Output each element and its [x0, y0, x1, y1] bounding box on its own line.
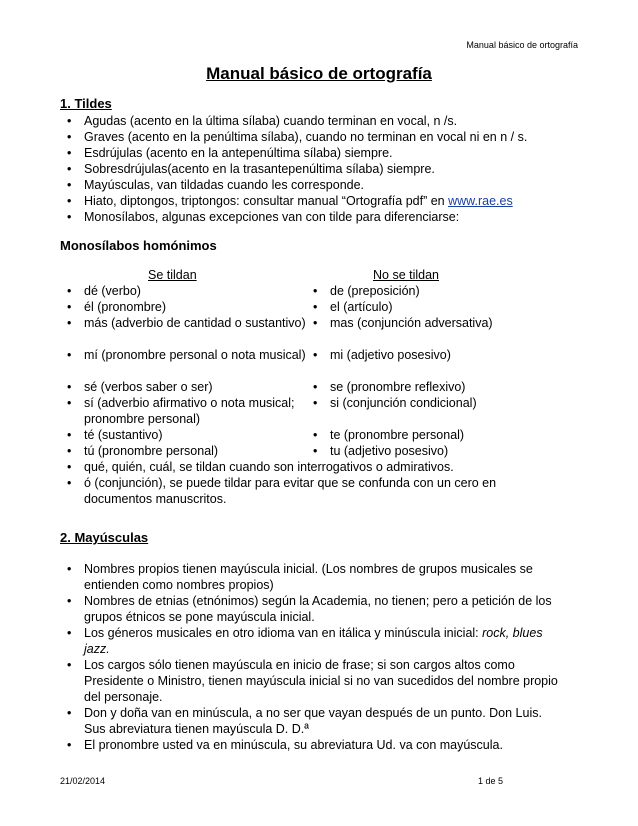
list-item: • Nombres de etnias (etnónimos) según la Academia, no tienen; pero a petición de los grupos étnicos se pone mayúscula inicial.: [62, 593, 560, 625]
generos-examples: rock, blues jazz.: [84, 626, 543, 656]
list-item: • El pronombre usted va en minúscula, su abreviatura Ud. va con mayúscula.: [62, 737, 560, 753]
section-mayusculas-heading: 2. Mayúsculas: [60, 530, 149, 545]
hiato-text: Hiato, diptongos, triptongos: consultar manual “Ortografía pdf” en: [84, 194, 449, 208]
se-tildan-item: • sé (verbos saber o ser): [62, 379, 309, 395]
no-se-tildan-item: • mas (conjunción adversativa): [308, 315, 564, 331]
list-item: • Don y doña van en minúscula, a no ser que vayan después de un punto. Don Luis. Sus abreviatura tienen mayúscula D. D.ª: [62, 705, 560, 737]
no-se-tildan-item: • el (artículo): [308, 299, 564, 315]
running-header: Manual básico de ortografía: [466, 40, 578, 50]
col-header-se-tildan: Se tildan: [148, 268, 197, 282]
col-header-no-se-tildan: No se tildan: [373, 268, 440, 282]
no-se-tildan-item: • tu (adjetivo posesivo): [308, 443, 564, 459]
list-item: • Mayúsculas, van tildadas cuando les corresponde.: [62, 177, 582, 193]
monosilabos-extra-list: [62, 459, 522, 507]
se-tildan-item: • más (adverbio de cantidad o sustantivo): [62, 315, 309, 331]
no-se-tildan-item: • de (preposición): [308, 283, 564, 299]
no-se-tildan-item: • se (pronombre reflexivo): [308, 379, 564, 395]
list-item-hiato: [62, 193, 582, 209]
no-se-tildan-item: • mi (adjetivo posesivo): [308, 347, 564, 363]
generos-text: Los géneros musicales en otro idioma van en itálica y minúscula inicial:: [84, 626, 483, 640]
no-se-tildan-item: • te (pronombre personal): [308, 427, 564, 443]
list-item: • Monosílabos, algunas excepciones van con tilde para diferenciarse:: [62, 209, 582, 225]
footer-date: 21/02/2014: [60, 776, 106, 786]
se-tildan-item: • él (pronombre): [62, 299, 309, 315]
list-item: • Nombres propios tienen mayúscula inicial. (Los nombres de grupos musicales se entienden como nombres propios): [62, 561, 560, 593]
se-tildan-item: • sí (adverbio afirmativo o nota musical; pronombre personal): [62, 395, 309, 427]
footer-page-number: 1 de 5: [478, 776, 504, 786]
se-tildan-item: • mí (pronombre personal o nota musical): [62, 347, 309, 363]
tildes-list: [62, 113, 582, 225]
list-item: • Los cargos sólo tienen mayúscula en inicio de frase; si son cargos altos como Presidente o Ministro, tienen mayúscula inicial si no van sucedidos del nombre propio del personaje.: [62, 657, 560, 705]
monosilabos-heading: Monosílabos homónimos: [60, 238, 217, 253]
list-item-generos: [62, 625, 560, 657]
no-se-tildan-item: • si (conjunción condicional): [308, 395, 564, 411]
list-item: • Esdrújulas (acento en la antepenúltima sílaba) siempre.: [62, 145, 582, 161]
mayusculas-list: [62, 561, 560, 753]
section-tildes-heading: 1. Tildes: [60, 96, 112, 111]
list-item: • qué, quién, cuál, se tildan cuando son interrogativos o admirativos.: [62, 459, 522, 475]
se-tildan-item: • té (sustantivo): [62, 427, 309, 443]
page-title: Manual básico de ortografía: [206, 64, 432, 83]
se-tildan-item: • dé (verbo): [62, 283, 309, 299]
se-tildan-item: • tú (pronombre personal): [62, 443, 309, 459]
list-item: • Graves (acento en la penúltima sílaba), cuando no terminan en vocal ni en n / s.: [62, 129, 582, 145]
list-item: • Sobresdrújulas(acento en la trasantepenúltima sílaba) siempre.: [62, 161, 582, 177]
rae-link[interactable]: www.rae.es: [448, 194, 513, 208]
list-item: • Agudas (acento en la última sílaba) cuando terminan en vocal, n /s.: [62, 113, 582, 129]
list-item: • ó (conjunción), se puede tildar para evitar que se confunda con un cero en documentos manuscritos.: [62, 475, 522, 507]
